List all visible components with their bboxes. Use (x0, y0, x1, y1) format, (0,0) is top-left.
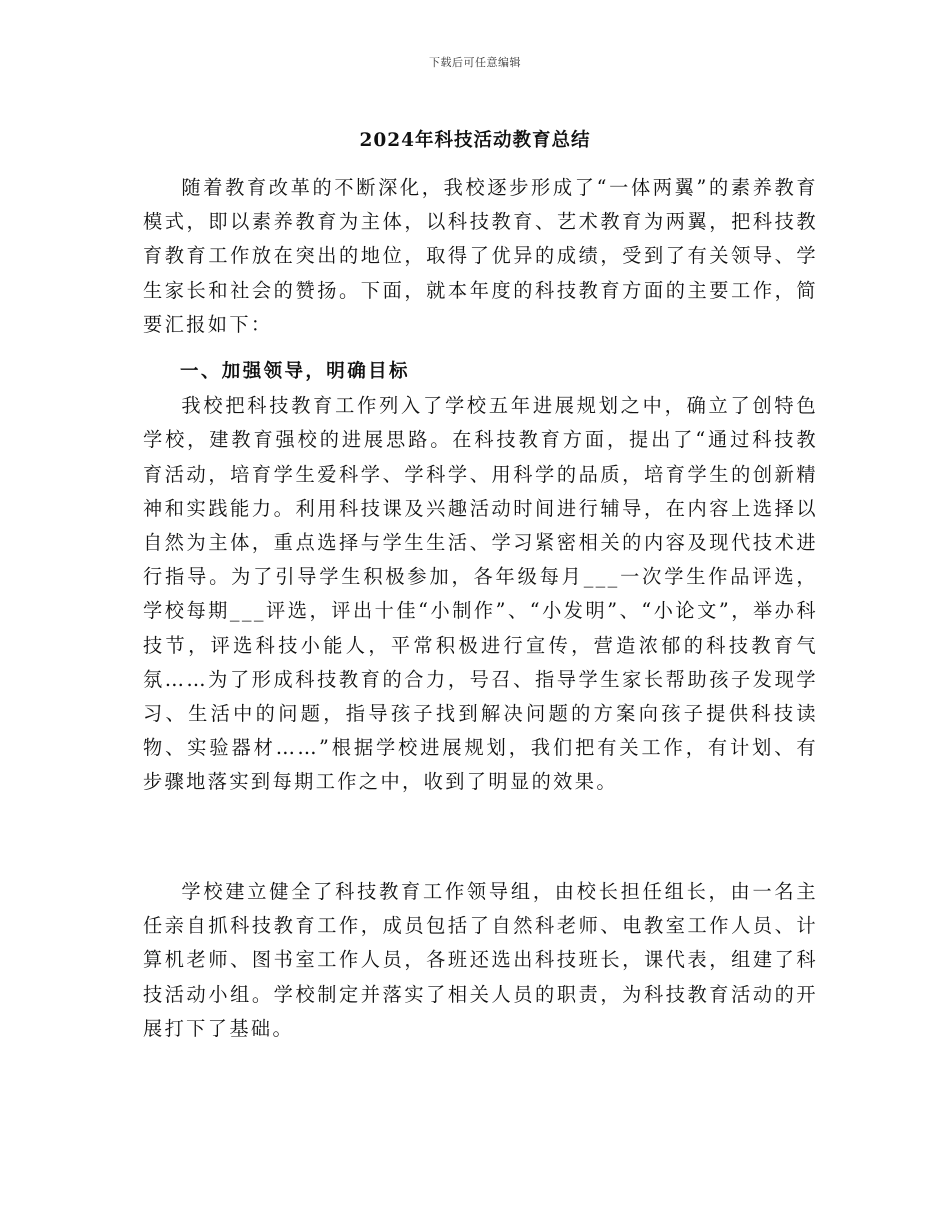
document-title: 2024年科技活动教育总结 (359, 130, 591, 151)
intro-paragraph: 随着教育改革的不断深化，我校逐步形成了“一体两翼”的素养教育模式，即以素养教育为主体，以科技教育、艺术教育为两翼，把科技教育教育工作放在突出的地位，取得了优异的成绩，受到了有关领导、学生家长和社会的赞扬。下面，就本年度的科技教育方面的主要工作，简要汇报如下： (143, 176, 818, 336)
header-note: 下载后可任意编辑 (429, 56, 521, 69)
section-1 (143, 355, 818, 800)
section-1-continued (143, 875, 818, 1046)
section-heading: 一、加强领导，明确目标 (180, 361, 410, 382)
body-paragraph: 学校建立健全了科技教育工作领导组，由校长担任组长，由一名主任亲自抓科技教育工作，成员包括了自然科老师、电教室工作人员、计算机老师、图书室工作人员，各班还选出科技班长，课代表，组建了科技活动小组。学校制定并落实了相关人员的职责，为科技教育活动的开展打下了基础。 (143, 880, 818, 1040)
intro-section (143, 171, 818, 342)
body-paragraph: 我校把科技教育工作列入了学校五年进展规划之中，确立了创特色学校，建教育强校的进展思路。在科技教育方面，提出了“通过科技教育活动，培育学生爱科学、学科学、用科学的品质，培育学生的创新精神和实践能力。利用科技课及兴趣活动时间进行辅导，在内容上选择以自然为主体，重点选择与学生生活、学习紧密相关的内容及现代技术进行指导。为了引导学生积极参加，各年级每月___一次学生作品评选，学校每期___评选，评出十佳“小制作”、“小发明”、“小论文”，举办科技节，评选科技小能人，平常积极进行宣传，营造浓郁的科技教育气氛……为了形成科技教育的合力，号召、指导学生家长帮助孩子发现学习、生活中的问题，指导孩子找到解决问题的方案向孩子提供科技读物、实验器材……”根据学校进展规划，我们把有关工作，有计划、有步骤地落实到每期工作之中，收到了明显的效果。 (143, 394, 818, 794)
